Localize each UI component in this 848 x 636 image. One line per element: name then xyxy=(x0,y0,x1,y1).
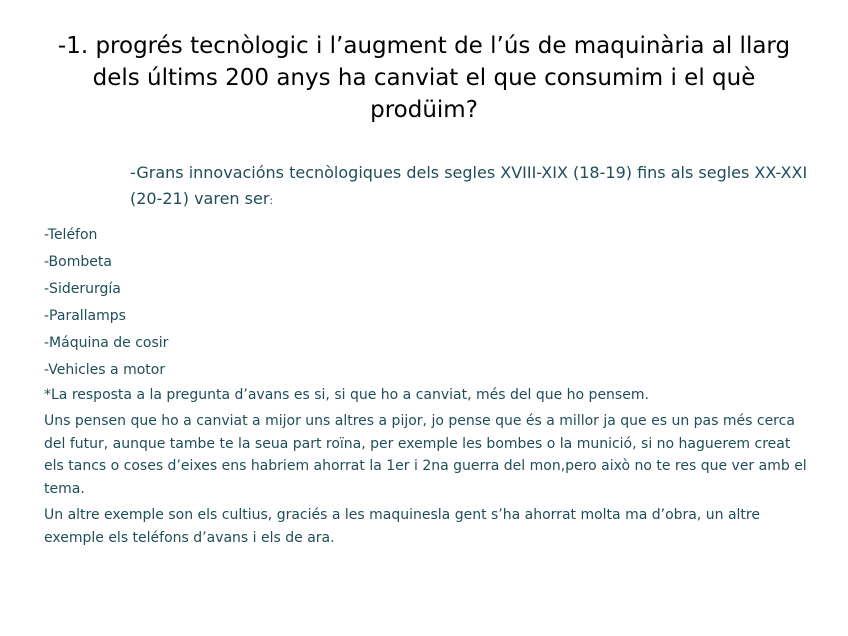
note-text: *La resposta a la pregunta d’avans es si, si que ho a canviat, més del que ho pensem. xyxy=(44,387,649,403)
list-item: -Teléfon xyxy=(44,227,98,243)
paragraph: Un altre exemple son els cultius, graciés a les maquinesla gent s’ha ahorrat molta ma d’obra, un altre exemple els teléfons d’avans i els de ara. xyxy=(44,507,760,546)
slide-title xyxy=(40,30,808,126)
title-line: prodüim? xyxy=(370,97,478,123)
slide-body xyxy=(44,160,814,553)
intro-paragraph xyxy=(130,160,814,214)
list-item: -Bombeta xyxy=(44,254,112,270)
title-line: dels últims 200 anys ha canviat el que consumim i el què xyxy=(92,65,756,91)
paragraph: Uns pensen que ho a canviat a mijor uns altres a pijor, jo pense que és a millor ja que es un pas més cerca del futur, aunque tambe te la seua part roïna, per exemple les bombes o la munició, si no haguerem creat els tancs o coses d’eixes ens habriem ahorrat la 1er i 2na guerra del mon,pero això no te res que ver amb el tema. xyxy=(44,413,807,497)
list-item: -Máquina de cosir xyxy=(44,335,169,351)
list-item: -Siderurgía xyxy=(44,281,121,297)
list-item: -Parallamps xyxy=(44,308,126,324)
list-item: -Vehicles a motor xyxy=(44,362,166,378)
intro-text: -Grans innovacións tecnòlogiques dels segles XVIII-XIX (18-19) fins als segles XX-XXI (20-21) varen ser xyxy=(130,163,808,208)
intro-colon: : xyxy=(269,194,274,207)
title-line: -1. progrés tecnòlogic i l’augment de l’ús de maquinària al llarg xyxy=(57,33,791,59)
